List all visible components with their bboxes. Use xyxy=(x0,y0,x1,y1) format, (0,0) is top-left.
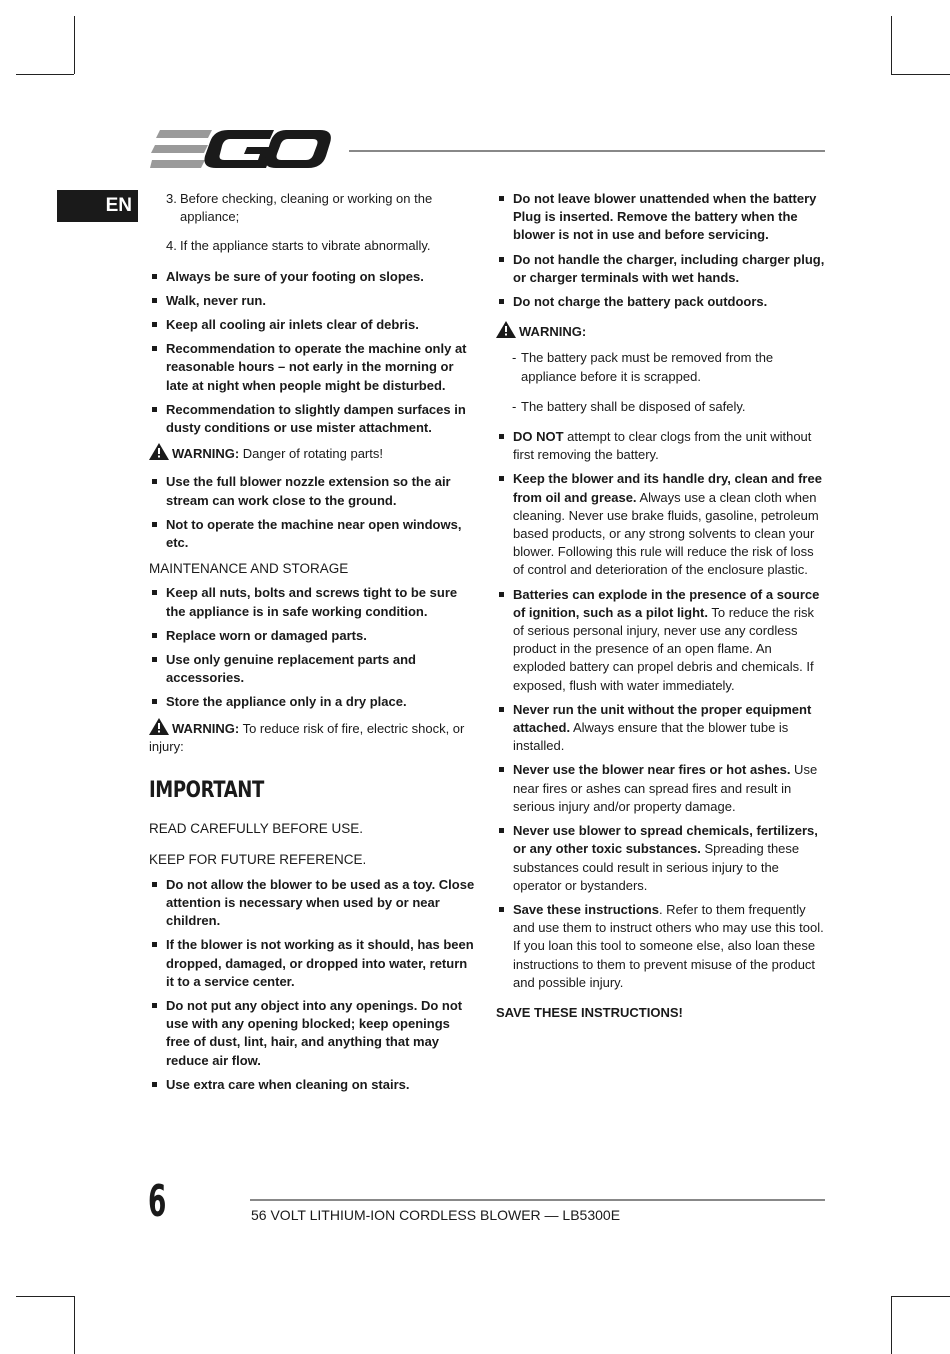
warning-rotating-parts: WARNING: Danger of rotating parts! xyxy=(149,443,475,463)
save-instructions: SAVE THESE INSTRUCTIONS! xyxy=(496,1004,683,1020)
crop-mark xyxy=(891,1296,892,1354)
bullet-item: Keep all nuts, bolts and screws tight to be sure the appliance is in safe working condition. xyxy=(149,584,475,620)
bullet-item: Recommendation to slightly dampen surfaces in dusty conditions or use mister attachment. xyxy=(149,401,475,437)
bullet-item: Keep all cooling air inlets clear of debris. xyxy=(149,316,475,334)
bullet-item: If the blower is not working as it should, has been dropped, damaged, or dropped into water, return it to a service center. xyxy=(149,936,475,991)
bullet-item: Not to operate the machine near open windows, etc. xyxy=(149,516,475,552)
warning-battery: WARNING: xyxy=(496,321,826,341)
dash-item: - The battery shall be disposed of safely. xyxy=(512,398,746,414)
page-number: 6 xyxy=(148,1176,167,1227)
bullet-item: Do not put any object into any openings. Do not use with any opening blocked; keep openings free of dust, lint, hair, and anything that may reduce air flow. xyxy=(149,997,475,1070)
bullet-item: Batteries can explode in the presence of a source of ignition, such as a pilot light. To reduce the risk of serious personal injury, never use any cordless product in the presence of an open flame. An exploded battery can propel debris and chemicals. If exposed, flush with water immediately. xyxy=(496,586,826,695)
bullet-item: Replace worn or damaged parts. xyxy=(149,627,475,645)
warning-icon xyxy=(149,443,169,460)
bullet-item: Recommendation to operate the machine only at reasonable hours – not early in the morning or late at night when people might be disturbed. xyxy=(149,340,475,395)
bullet-item: Do not charge the battery pack outdoors. xyxy=(496,293,826,311)
crop-mark xyxy=(74,1296,75,1354)
right-column xyxy=(496,190,826,1022)
bullet-item: Walk, never run. xyxy=(149,292,475,310)
crop-mark xyxy=(74,16,75,74)
bullet-item: Use extra care when cleaning on stairs. xyxy=(149,1076,475,1094)
bullet-item: Use the full blower nozzle extension so the air stream can work close to the ground. xyxy=(149,473,475,509)
crop-mark xyxy=(891,16,892,74)
footer-title: 56 VOLT LITHIUM-ION CORDLESS BLOWER — LB5300E xyxy=(251,1207,621,1223)
bullet-item: Do not leave blower unattended when the battery Plug is inserted. Remove the battery when the blower is not in use and before servicing. xyxy=(496,190,826,245)
warning-icon xyxy=(149,718,169,735)
bullet-item: Always be sure of your footing on slopes. xyxy=(149,268,475,286)
bullet-item: Keep the blower and its handle dry, clean and free from oil and grease. Always use a clean cloth when cleaning. Never use brake fluids, gasoline, petroleum based products, or any strong solvents to clean your blower. Following this rule will reduce the risk of loss of control and deterioration of the enclosure plastic. xyxy=(496,470,826,579)
crop-mark xyxy=(16,74,74,75)
bullet-item: Never run the unit without the proper equipment attached. Always ensure that the blower tube is installed. xyxy=(496,701,826,756)
bullet-item: DO NOT attempt to clear clogs from the unit without first removing the battery. xyxy=(496,428,826,464)
language-tab: EN xyxy=(57,190,138,222)
ego-logo xyxy=(150,128,332,172)
maintenance-heading: MAINTENANCE AND STORAGE xyxy=(149,561,349,577)
bullet-item: Use only genuine replacement parts and accessories. xyxy=(149,651,475,687)
dash-item: - The battery pack must be removed from the appliance before it is scrapped. xyxy=(512,350,774,384)
numbered-item: 4. If the appliance starts to vibrate abnormally. xyxy=(166,238,431,254)
warning-fire-shock: WARNING: To reduce risk of fire, electric shock, or injury: xyxy=(149,718,475,756)
important-heading: IMPORTANT xyxy=(149,778,264,804)
read-carefully: READ CAREFULLY BEFORE USE. xyxy=(149,821,364,837)
bullet-item: Never use the blower near fires or hot ashes. Use near fires or ashes can spread fires and result in serious injury and/or property damage. xyxy=(496,761,826,816)
footer-rule xyxy=(250,1199,825,1201)
bullet-item: Never use blower to spread chemicals, fertilizers, or any other toxic substances. Spreading these substances could result in serious injury to the operator or bystanders. xyxy=(496,822,826,895)
bullet-item: Save these instructions. Refer to them frequently and use them to instruct others who may use this tool. If you loan this tool to someone else, also loan these instructions to them to prevent misuse of the product and possible injury. xyxy=(496,901,826,992)
numbered-item: 3. Before checking, cleaning or working on the appliance; xyxy=(166,191,433,225)
crop-mark xyxy=(16,1296,74,1297)
bullet-item: Do not handle the charger, including charger plug, or charger terminals with wet hands. xyxy=(496,251,826,287)
crop-mark xyxy=(891,74,950,75)
keep-reference: KEEP FOR FUTURE REFERENCE. xyxy=(149,852,367,868)
header-rule xyxy=(349,150,825,152)
warning-icon xyxy=(496,321,516,338)
crop-mark xyxy=(891,1296,950,1297)
left-column xyxy=(149,190,475,1100)
bullet-item: Do not allow the blower to be used as a toy. Close attention is necessary when used by or near children. xyxy=(149,876,475,931)
bullet-item: Store the appliance only in a dry place. xyxy=(149,693,475,711)
